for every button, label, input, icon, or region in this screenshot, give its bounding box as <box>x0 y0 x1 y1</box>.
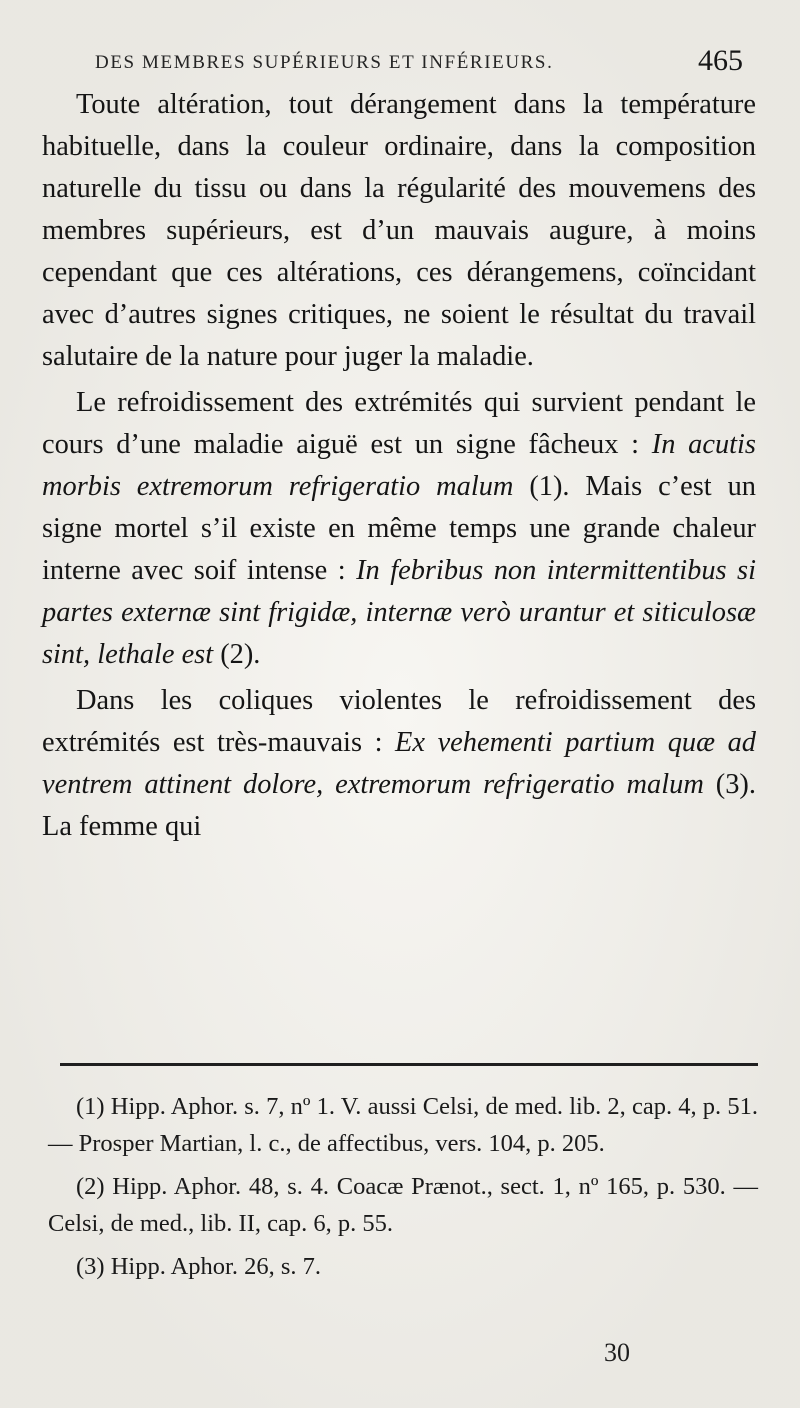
paragraph-2-text-3: (2). <box>213 639 261 670</box>
latin-quote-3: Ex vehementi partium quæ ad ventrem attinent dolore, extremorum refrigeratio malum <box>42 727 756 800</box>
page-number: 465 <box>698 44 743 77</box>
footnote-2: (2) Hipp. Aphor. 48, s. 4. Coacæ Prænot., sect. 1, nº 165, p. 530. — Celsi, de med., lib. II, cap. 6, p. 55. <box>48 1173 758 1237</box>
paragraph-1-text: Toute altération, tout dérangement dans la température habituelle, dans la couleur ordinaire, dans la composition naturelle du tissu ou dans la régularité des mouvemens des membres supérieurs, est d’un mauvais augure, à moins cependant que ces altérations, ces dérangemens, coïncidant avec d’autres signes critiques, ne soient le résultat du travail salutaire de la nature pour juger la maladie. <box>42 89 756 372</box>
body-text <box>42 84 756 852</box>
paragraph-3-text-1: Dans les coliques violentes le refroidissement des extrémités est très-mauvais : <box>42 685 756 758</box>
footnotes <box>48 1088 758 1291</box>
footnote-rule <box>60 1063 758 1066</box>
paragraph-1 <box>42 84 756 378</box>
footnote-1: (1) Hipp. Aphor. s. 7, nº 1. V. aussi Celsi, de med. lib. 2, cap. 4, p. 51. — Prosper Martian, l. c., de affectibus, vers. 104, p. 205. <box>48 1093 758 1157</box>
latin-quote-2: In febribus non intermittentibus si partes externæ sint frigidæ, internæ verò urantur et siticulosæ sint, lethale est <box>42 555 756 670</box>
footnote-3: (3) Hipp. Aphor. 26, s. 7. <box>76 1253 321 1280</box>
page-header <box>95 44 775 84</box>
latin-quote-1: In acutis morbis extremorum refrigeratio malum <box>42 429 756 502</box>
paragraph-3 <box>42 680 756 848</box>
paragraph-3-text-2: (3). La femme qui <box>42 769 756 842</box>
paragraph-2 <box>42 382 756 676</box>
running-head: DES MEMBRES SUPÉRIEURS ET INFÉRIEURS. <box>95 52 554 73</box>
paragraph-2-text-2: (1). Mais c’est un signe mortel s’il existe en même temps une grande chaleur interne avec soif intense : <box>42 471 756 586</box>
paragraph-2-text-1: Le refroidissement des extrémités qui survient pendant le cours d’une maladie aiguë est un signe fâcheux : <box>42 387 756 460</box>
signature-mark: 30 <box>604 1338 630 1367</box>
